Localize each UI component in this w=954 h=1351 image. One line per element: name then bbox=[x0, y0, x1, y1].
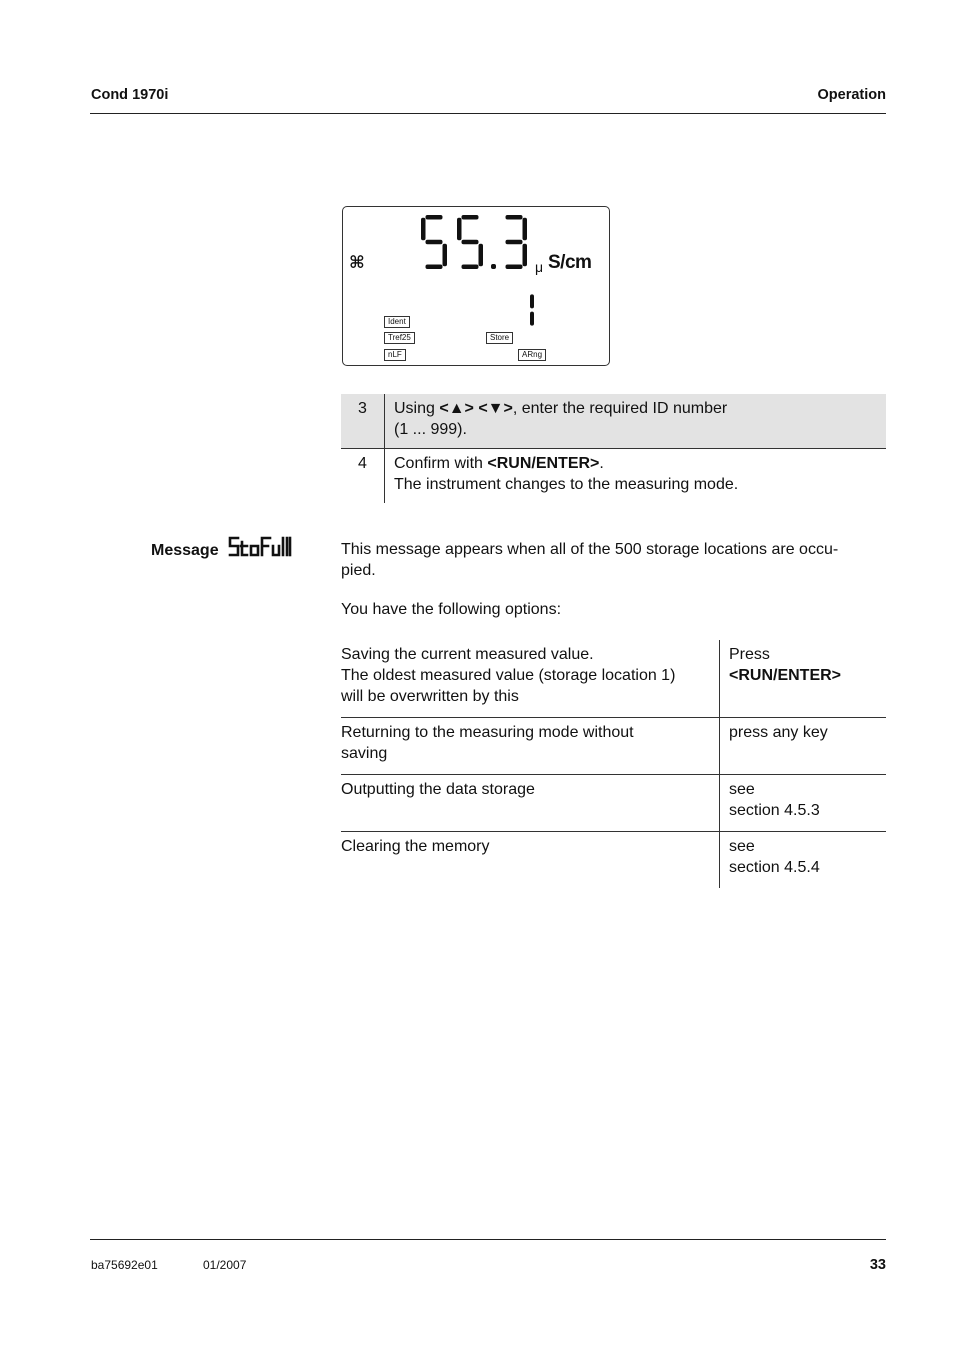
lcd-segment-b bbox=[530, 294, 534, 308]
option-text: Clearing the memory bbox=[341, 838, 490, 855]
option-action-text: see bbox=[729, 838, 755, 855]
lcd-segment-c bbox=[530, 312, 534, 326]
option-text: saving bbox=[341, 745, 388, 762]
step-text-line2: The instrument changes to the measuring mode. bbox=[394, 476, 739, 493]
step-text bbox=[385, 449, 887, 504]
option-row bbox=[341, 640, 886, 718]
option-text: Outputting the data storage bbox=[341, 781, 535, 798]
footer-doc-id: ba75692e01 bbox=[91, 1258, 158, 1272]
unit-label: S/cm bbox=[548, 252, 592, 273]
step-keys: <RUN/ENTER> bbox=[487, 455, 600, 472]
message-label bbox=[151, 536, 294, 560]
lcd-segment-a bbox=[462, 215, 479, 220]
option-action-text: see bbox=[729, 781, 755, 798]
option-action-ref: section 4.5.3 bbox=[729, 802, 820, 819]
lcd-display bbox=[342, 206, 610, 366]
lcd-segment-a bbox=[506, 215, 523, 220]
option-text: Saving the current measured value. bbox=[341, 646, 594, 663]
options-intro: You have the following options: bbox=[341, 601, 562, 618]
step-text bbox=[385, 394, 887, 449]
page-header-product: Cond 1970i bbox=[91, 87, 169, 103]
option-description bbox=[341, 718, 720, 775]
tag-nlf: nLF bbox=[384, 349, 406, 361]
options-table bbox=[341, 640, 886, 888]
lcd-segment-a bbox=[426, 215, 443, 220]
lcd-segment-g bbox=[506, 240, 523, 245]
stofull-lcd-glyph bbox=[228, 536, 294, 558]
step-keys: <▲> <▼> bbox=[439, 400, 513, 417]
step-number: 4 bbox=[341, 449, 385, 504]
lcd-segment-f bbox=[457, 218, 462, 241]
tag-tref: Tref25 bbox=[384, 332, 415, 344]
option-row bbox=[341, 775, 886, 832]
option-text: The oldest measured value (storage location 1) bbox=[341, 667, 676, 684]
option-text: Returning to the measuring mode without bbox=[341, 724, 634, 741]
tag-store: Store bbox=[486, 332, 513, 344]
step-text-post: , enter the required ID number bbox=[512, 400, 728, 417]
step-text-pre: Confirm with bbox=[394, 455, 488, 472]
lcd-segment-b bbox=[523, 218, 528, 241]
page-header-section: Operation bbox=[817, 87, 886, 103]
tag-ident: Ident bbox=[384, 316, 410, 328]
option-description bbox=[341, 640, 720, 718]
step-row bbox=[341, 449, 886, 504]
lcd-segment-c bbox=[479, 244, 484, 266]
unit-prefix: μ bbox=[535, 259, 544, 275]
option-text: will be overwritten by this bbox=[341, 688, 519, 705]
step-table bbox=[341, 394, 886, 503]
conductivity-cell-icon: ⌘ bbox=[349, 253, 365, 272]
description-line-1: This message appears when all of the 500 storage locations are occu- bbox=[341, 541, 839, 558]
option-action bbox=[720, 832, 887, 889]
lcd-segment-d bbox=[426, 265, 443, 270]
header-rule bbox=[90, 113, 886, 114]
lcd-segment-g bbox=[426, 240, 443, 245]
lcd-segment-g bbox=[462, 240, 479, 245]
option-action bbox=[720, 640, 887, 718]
option-action bbox=[720, 718, 887, 775]
step-number: 3 bbox=[341, 394, 385, 449]
option-row bbox=[341, 832, 886, 889]
page-number: 33 bbox=[869, 1257, 886, 1273]
step-text-post: . bbox=[599, 455, 604, 472]
lcd-segment-dp bbox=[491, 264, 496, 269]
option-row bbox=[341, 718, 886, 775]
option-action-key: <RUN/ENTER> bbox=[729, 667, 842, 684]
option-action-text: press any key bbox=[729, 724, 828, 741]
option-action bbox=[720, 775, 887, 832]
tag-arng: ARng bbox=[518, 349, 546, 361]
description-line-2: pied. bbox=[341, 562, 376, 579]
lcd-segment-d bbox=[462, 265, 479, 270]
footer-rule bbox=[90, 1239, 886, 1240]
option-action-text: Press bbox=[729, 646, 770, 663]
option-description bbox=[341, 775, 720, 832]
lcd-segment-c bbox=[523, 244, 528, 266]
option-action-ref: section 4.5.4 bbox=[729, 859, 820, 876]
lcd-segment-c bbox=[443, 244, 448, 266]
step-row bbox=[341, 394, 886, 449]
lcd-segment-d bbox=[506, 265, 523, 270]
lcd-segment-f bbox=[421, 218, 426, 241]
message-description bbox=[341, 539, 889, 581]
option-description bbox=[341, 832, 720, 889]
step-text-pre: Using bbox=[394, 400, 440, 417]
message-label-text: Message bbox=[151, 542, 219, 559]
footer-date: 01/2007 bbox=[203, 1258, 247, 1272]
step-text-line2: (1 ... 999). bbox=[394, 421, 467, 438]
